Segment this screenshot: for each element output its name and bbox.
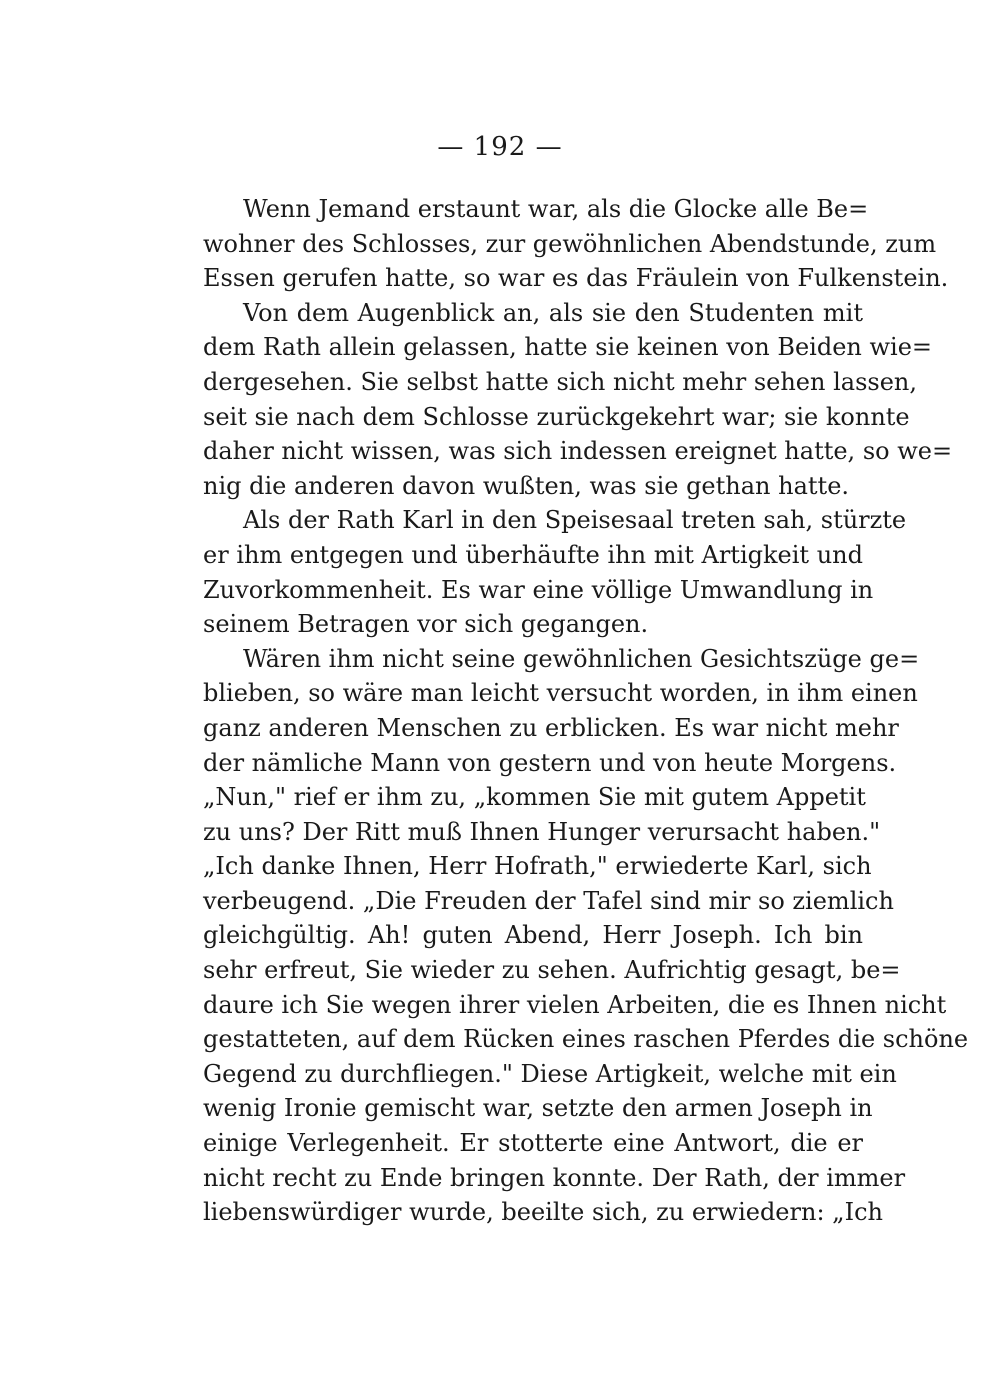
- text-line: Essen gerufen hatte, so war es das Fräulein von Fulkenstein.: [203, 264, 949, 293]
- text-line: Wenn Jemand erstaunt war, als die Glocke alle Be=: [243, 195, 869, 223]
- text-line: wohner des Schlosses, zur gewöhnlichen Abendstunde, zum: [203, 229, 937, 258]
- text-line: einige Verlegenheit. Er stotterte eine Antwort, die er: [203, 1129, 863, 1158]
- text-line: gestatteten, auf dem Rücken eines raschen Pferdes die schöne: [203, 1025, 969, 1054]
- text-line: dem Rath allein gelassen, hatte sie keinen von Beiden wie=: [203, 333, 933, 362]
- text-line: seinem Betragen vor sich gegangen.: [203, 610, 649, 639]
- text-line: dergesehen. Sie selbst hatte sich nicht mehr sehen lassen,: [203, 367, 917, 396]
- text-line: liebenswürdiger wurde, beeilte sich, zu erwiedern: „Ich: [203, 1198, 883, 1227]
- text-line: seit sie nach dem Schlosse zurückgekehrt war; sie konnte: [203, 402, 910, 431]
- text-line: „Ich danke Ihnen, Herr Hofrath," erwiederte Karl, sich: [203, 852, 872, 881]
- text-line: Von dem Augenblick an, als sie den Studenten mit: [243, 298, 863, 327]
- text-line: Wären ihm nicht seine gewöhnlichen Gesichtszüge ge=: [243, 644, 920, 673]
- text-line: nicht recht zu Ende bringen konnte. Der Rath, der immer: [203, 1163, 906, 1192]
- text-line: Als der Rath Karl in den Speisesaal treten sah, stürzte: [243, 506, 907, 535]
- text-line: Zuvorkommenheit. Es war eine völlige Umwandlung in: [203, 575, 874, 604]
- text-line: blieben, so wäre man leicht versucht worden, in ihm einen: [203, 679, 918, 708]
- text-line: „Nun," rief er ihm zu, „kommen Sie mit gutem Appetit: [203, 783, 866, 812]
- text-line: wenig Ironie gemischt war, setzte den armen Joseph in: [203, 1094, 873, 1123]
- page-number: — 192 —: [437, 132, 563, 162]
- text-line: der nämliche Mann von gestern und von heute Morgens.: [203, 748, 897, 777]
- text-line: ganz anderen Menschen zu erblicken. Es war nicht mehr: [203, 713, 899, 742]
- text-line: daher nicht wissen, was sich indessen ereignet hatte, so we=: [203, 437, 953, 466]
- text-line: nig die anderen davon wußten, was sie gethan hatte.: [203, 471, 850, 500]
- text-line: Gegend zu durchfliegen." Diese Artigkeit, welche mit ein: [203, 1059, 897, 1088]
- body-text: [203, 192, 969, 1230]
- text-line: sehr erfreut, Sie wieder zu sehen. Aufrichtig gesagt, be=: [203, 956, 901, 985]
- text-line: daure ich Sie wegen ihrer vielen Arbeiten, die es Ihnen nicht: [203, 990, 947, 1019]
- text-line: zu uns? Der Ritt muß Ihnen Hunger verursacht haben.": [203, 817, 881, 846]
- text-line: er ihm entgegen und überhäufte ihn mit Artigkeit und: [203, 540, 863, 569]
- text-line: verbeugend. „Die Freuden der Tafel sind mir so ziemlich: [203, 886, 894, 915]
- text-line: gleichgültig. Ah! guten Abend, Herr Joseph. Ich bin: [203, 921, 863, 950]
